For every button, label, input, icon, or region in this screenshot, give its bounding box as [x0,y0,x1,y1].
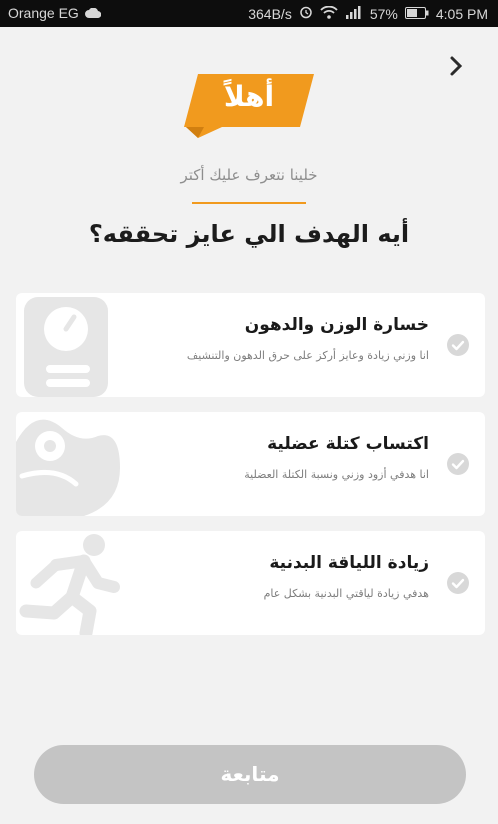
goal-card-build-muscle[interactable] [16,412,485,516]
chevron-right-icon [448,55,464,81]
check-icon [447,334,469,356]
divider [192,202,306,204]
goal-title: اكتساب كتلة عضلية [267,434,429,454]
continue-button[interactable]: متابعة [34,745,466,804]
wifi-icon [320,6,338,22]
carrier-label: Orange EG [8,5,79,21]
goal-description: انا هدفي أزود وزني ونسبة الكتلة العضلية [244,468,429,481]
check-icon [447,453,469,475]
status-bar [0,0,498,27]
goal-card-fitness[interactable] [16,531,485,635]
running-person-icon [16,531,126,635]
subtitle: خلينا نتعرف عليك أكتر [180,166,318,184]
back-button[interactable] [442,54,470,82]
cloud-icon [85,5,101,21]
battery-icon [405,6,429,22]
signal-icon [345,6,363,22]
goal-title: زيادة اللياقة البدنية [269,553,429,573]
clock: 4:05 PM [435,5,488,22]
page-title: أيه الهدف الي عايز تحققه؟ [88,220,410,248]
goal-title: خسارة الوزن والدهون [244,315,429,335]
goal-description: هدفي زيادة لياقتي البدنية بشكل عام [263,587,429,600]
goal-description: انا وزني زيادة وعايز أركز على حرق الدهون والتنشيف [186,349,429,362]
goal-card-lose-weight[interactable] [16,293,485,397]
welcome-text: أهلاً [223,80,275,113]
welcome-badge [184,74,314,138]
check-icon [447,572,469,594]
network-speed: 364B/s [248,5,292,22]
flexed-arm-icon [16,412,126,516]
battery-percent: 57% [369,5,398,22]
scale-icon [16,293,126,397]
alarm-clock-icon [299,5,313,22]
